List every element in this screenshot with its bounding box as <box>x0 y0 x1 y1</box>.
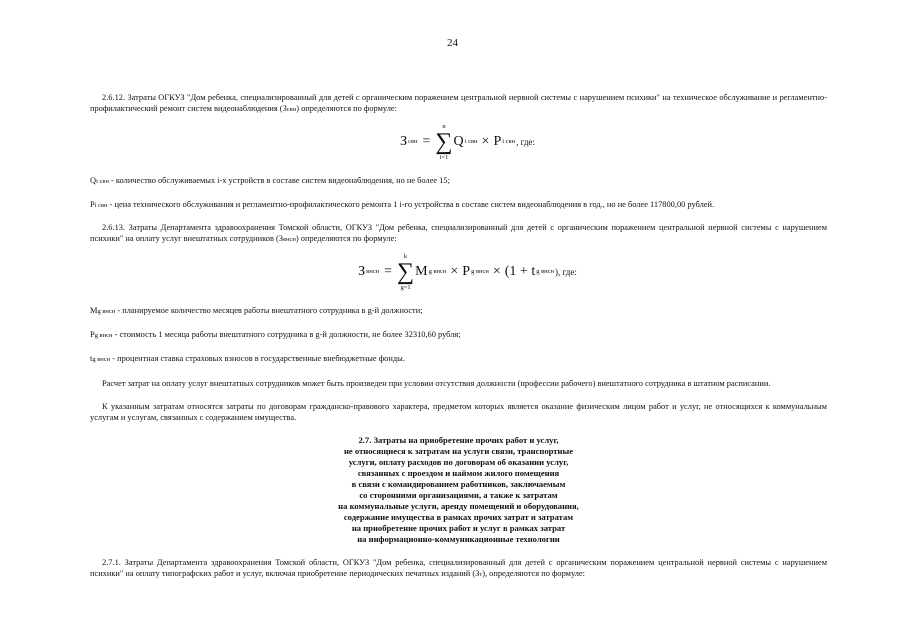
definition-p-month: Pg внсн - стоимость 1 месяца работы внештатного сотрудника в g-й должности, не более 32310,60 рубля; <box>90 330 461 339</box>
heading-line: 2.7. Затраты на приобретение прочих работ и услуг, <box>358 435 559 445</box>
heading-line: содержание имущества в рамках прочих затрат и затратам <box>343 512 574 522</box>
sum-symbol: k ∑ g=1 <box>397 253 415 291</box>
heading-line: на информационно-коммуникационные технологии <box>357 534 560 544</box>
document-body <box>90 92 827 580</box>
definition-t: tg внсн - процентная ставка страховых взносов в государственные внебюджетные фонды. <box>90 354 405 363</box>
heading-line: на коммунальные услуги, аренду помещений и оборудования, <box>338 501 579 511</box>
section-heading-2-7 <box>90 435 827 545</box>
heading-line: со сторонними организациями, а также к затратам <box>359 490 558 500</box>
sum-symbol: n ∑ i=1 <box>435 123 453 161</box>
definition-m: Mg внсн - планируемое количество месяцев работы внештатного сотрудника в g-й должности; <box>90 306 423 315</box>
paragraph-2-6-13: 2.6.13. Затраты Департамента здравоохранения Томской области, ОГКУЗ "Дом ребенка, специализированный для детей с органическим поражением центральной нервной системы с нарушением психики" на оплату услуг внештатных сотрудников (Звнсн) определяются по формуле: <box>90 223 827 243</box>
heading-line: на приобретение прочих работ и услуг в рамках затрат <box>351 523 566 533</box>
paragraph-civil-contracts: К указанным затратам относятся затраты по договорам гражданско-правового характера, предметом которых является оказание физическим лицом работ и услуг, не относящихся к коммунальным услугам и услугам, связанных с содержанием имущества. <box>90 402 827 422</box>
heading-line: связанных с проездом и наймом жилого помещения <box>357 468 560 478</box>
paragraph-calculation: Расчет затрат на оплату услуг внештатных сотрудников может быть произведен при условии отсутствия должности (профессии рабочего) внештатного сотрудника в штатном расписании. <box>102 379 771 388</box>
formula-video-surveillance: З свн = n ∑ i=1 Q i свн × P i свн , где: <box>400 123 535 161</box>
formula-external-staff: З внсн = k ∑ g=1 M g внсн × P g внсн × (1 + t g внсн ), где: <box>358 253 577 291</box>
paragraph-2-6-12: 2.6.12. Затраты ОГКУЗ "Дом ребенка, специализированный для детей с органическим поражением центральной нервной системы с нарушением психики" на техническое обслуживание и регламентно-профилактический ремонт систем видеонаблюдения (Зсвн) определяются по формуле: <box>90 93 827 113</box>
definition-p: Pi свн - цена технического обслуживания и регламентно-профилактического ремонта 1 i-го устройства в составе систем видеонаблюдения в год., но не более 117800,00 рублей. <box>90 200 715 209</box>
definition-q: Qi свн - количество обслуживаемых i-х устройств в составе систем видеонаблюдения, но не более 15; <box>90 176 450 185</box>
heading-line: услуги, оплату расходов по договорам об оказании услуг, <box>348 457 569 467</box>
paragraph-2-7-1: 2.7.1. Затраты Департамента здравоохранения Томской области, ОГКУЗ "Дом ребенка, специализированный для детей с органическим поражением центральной нервной системы с нарушением психики" на оплату типографских работ и услуг, включая приобретение периодических печатных изданий (Зт), определяются по формуле: <box>90 558 827 578</box>
heading-line: в связи с командированием работников, заключаемым <box>351 479 566 489</box>
heading-line: не относящиеся к затратам на услуги связи, транспортные <box>343 446 574 456</box>
page-number: 24 <box>447 37 458 49</box>
